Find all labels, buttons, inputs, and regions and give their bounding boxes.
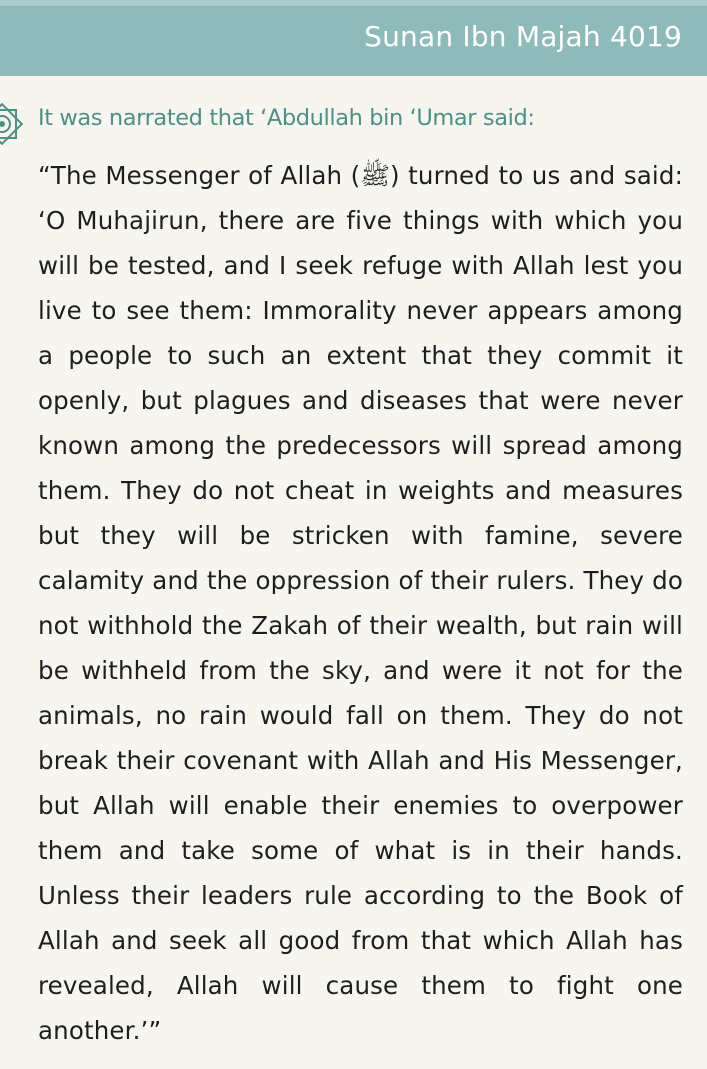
star-ornament-icon bbox=[0, 99, 27, 149]
hadith-text: “The Messenger of Allah (ﷺ) turned to us and said: ‘O Muhajirun, there are five things with which you will be tested, and I seek refuge with Allah lest you live to see them: Immorality never appears among a people to such an extent that they commit it openly, but plagues and diseases that were never known among the predecessors will spread among them. They do not cheat in weights and measures but they will be stricken with famine, severe calamity and the oppression of their rulers. They do not withhold the Zakah of their wealth, but rain will be withheld from the sky, and were it not for the animals, no rain would fall on them. They do not break their covenant with Allah and His Messenger, but Allah will enable their enemies to overpower them and take some of what is in their hands. Unless their leaders rule according to the Book of Allah and seek all good from that which Allah has revealed, Allah will cause them to fight one another.’” bbox=[38, 161, 683, 1045]
narrator-line: It was narrated that ‘Abdullah bin ‘Umar said: bbox=[38, 105, 535, 131]
hadith-reference-title: Sunan Ibn Majah 4019 bbox=[364, 20, 682, 53]
header-bar bbox=[0, 0, 707, 76]
